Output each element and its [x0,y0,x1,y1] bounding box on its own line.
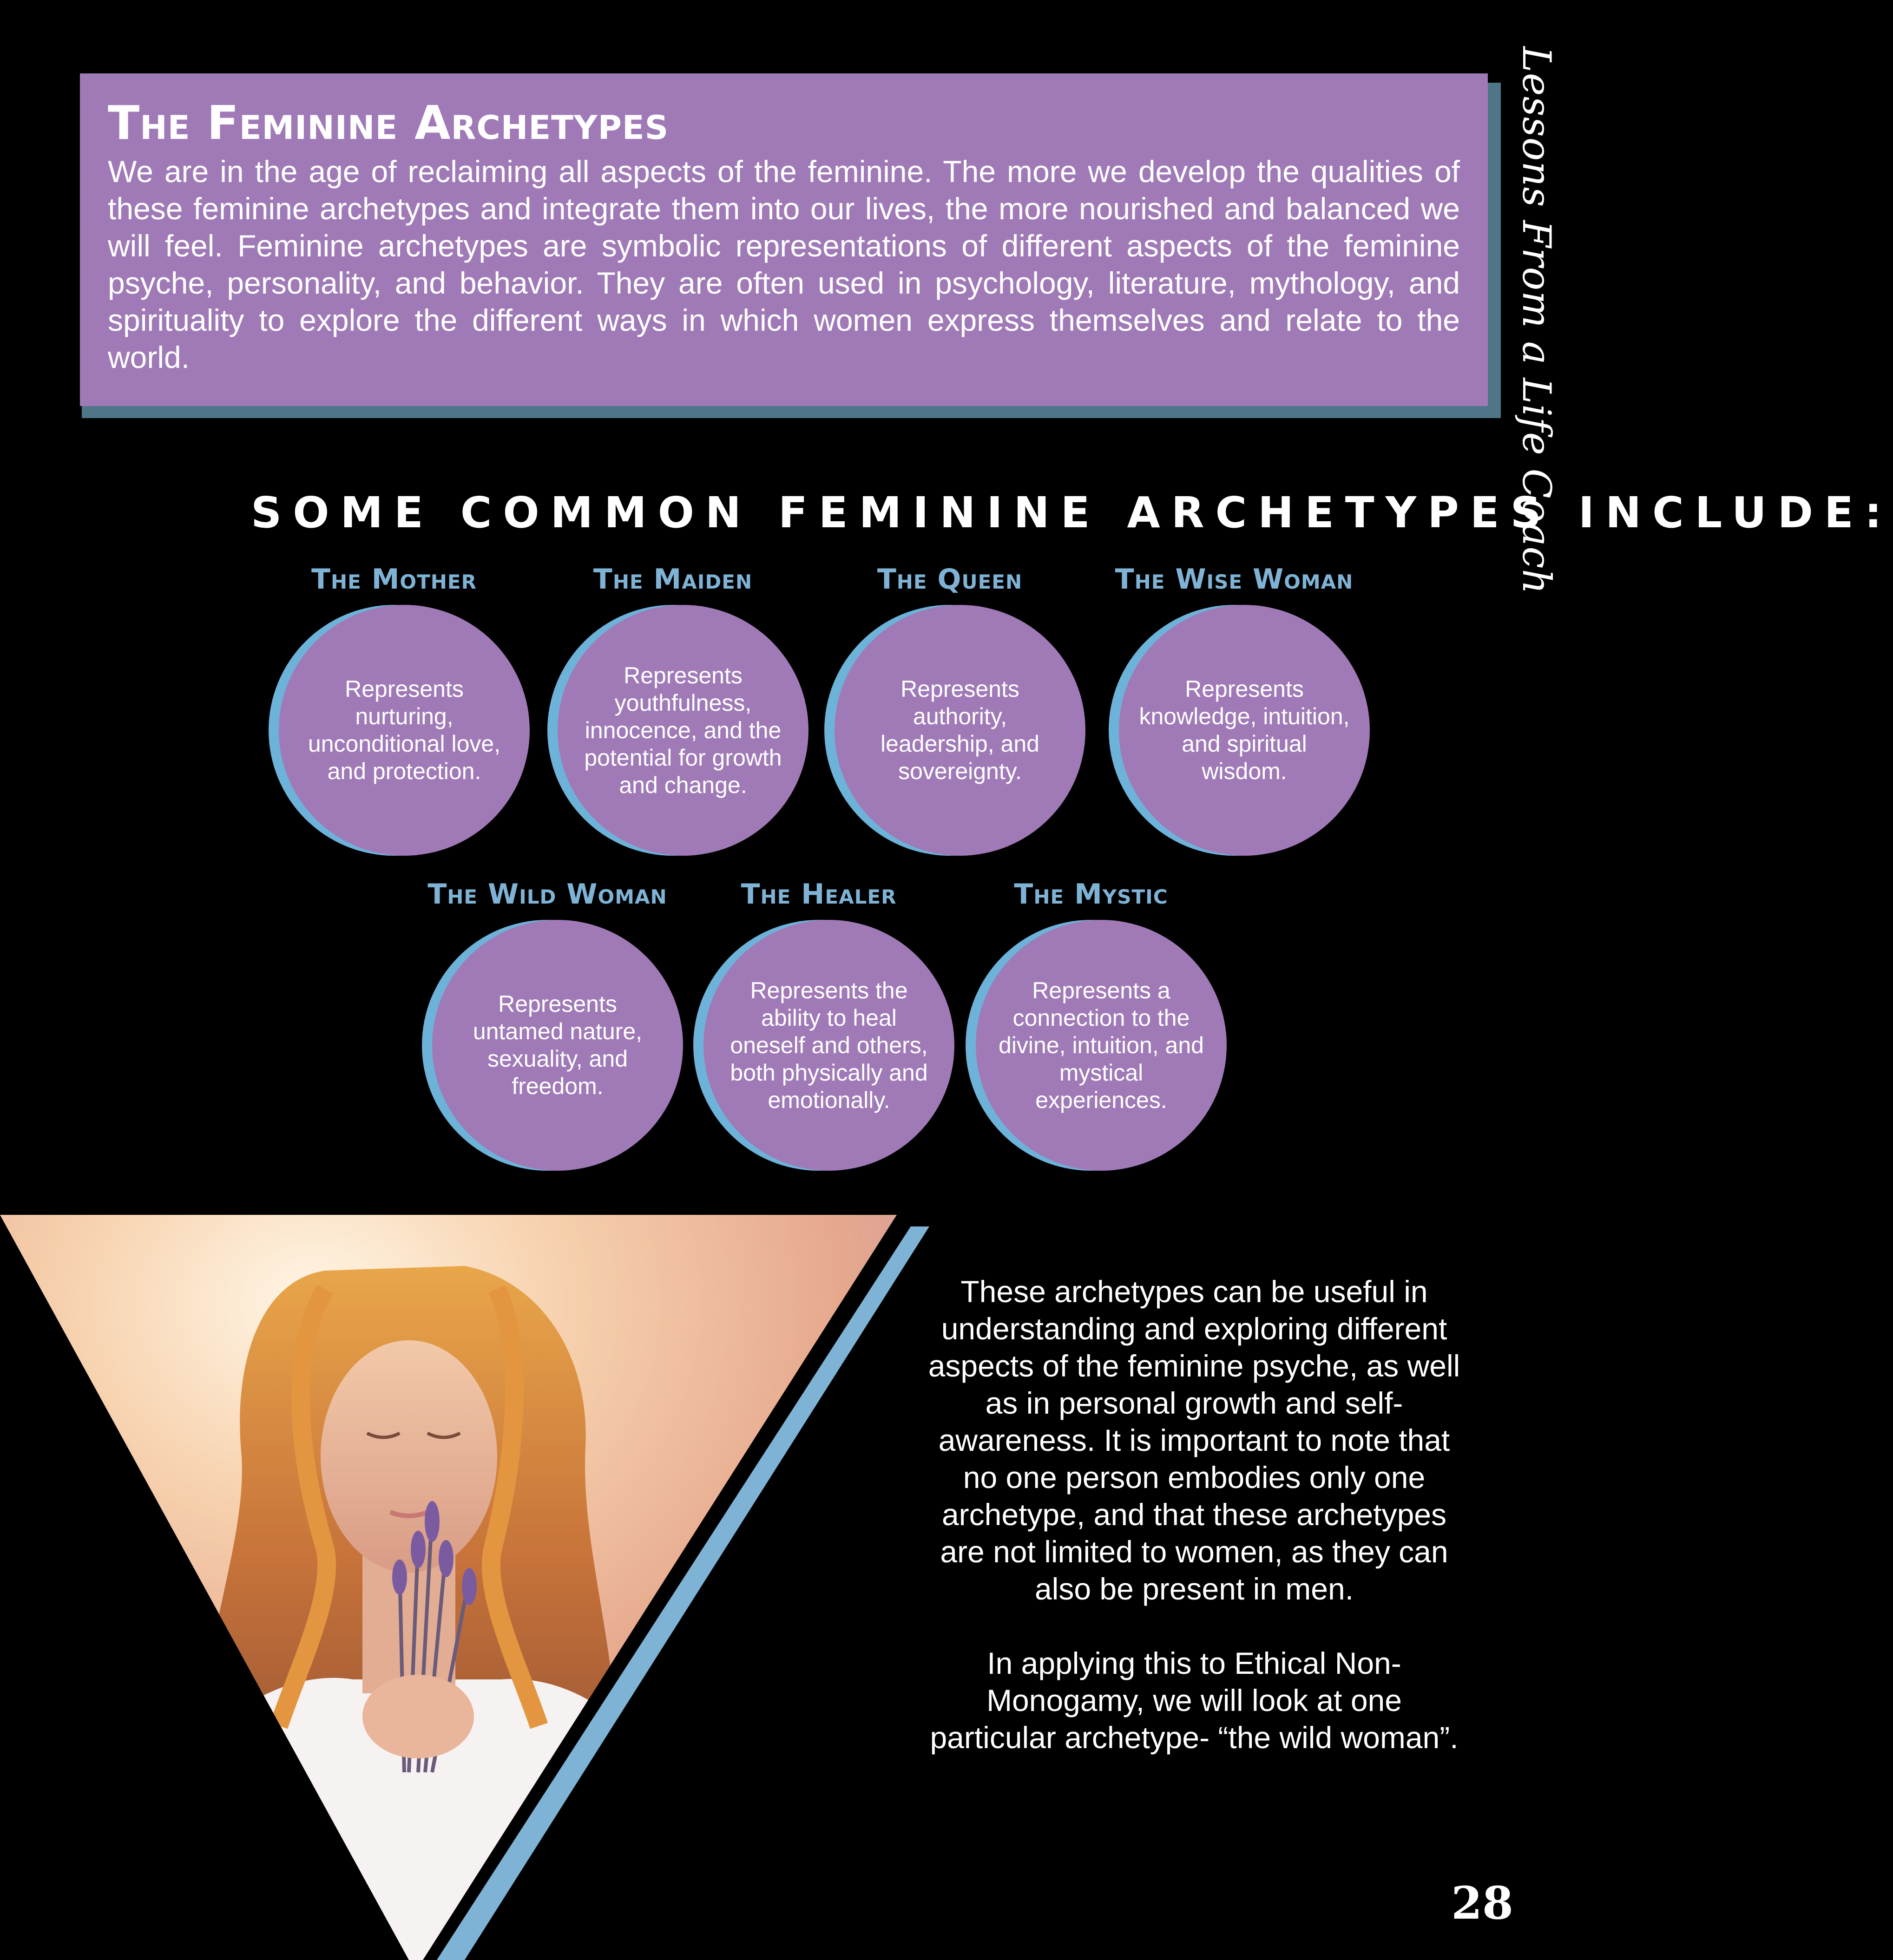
archetype-description: Represents the ability to heal oneself and others, both physically and emotionally. [730,977,928,1113]
archetype-title: The Mother [311,563,477,596]
archetype-description: Represents nurturing, unconditional love, and protection. [308,676,501,784]
archetype-title: The Mystic [1014,878,1168,911]
archetype-circle [422,920,682,1171]
archetype-description: Represents youthfulness, innocence, and the potential for growth and change. [584,662,782,798]
archetype-description: Represents untamed nature, sexuality, and freedom. [473,991,643,1099]
archetype-circle [1109,605,1369,856]
closing-paragraph-2: In applying this to Ethical Non-Monogamy, we will look at one particular archetype- “the wild woman”. [930,1646,1459,1755]
archetype-title: The Healer [741,878,897,911]
archetype-title: The Maiden [593,563,753,596]
section-heading: SOME COMMON FEMININE ARCHETYPES INCLUDE: [251,488,1893,538]
intro-box [80,73,1488,406]
archetype-circle [966,920,1226,1171]
archetype-circle [547,605,808,856]
archetype-description: Represents knowledge, intuition, and spiritual wisdom. [1139,676,1350,784]
archetype-title: The Wild Woman [427,878,667,911]
closing-paragraph-1: These archetypes can be useful in understanding and exploring different aspects of the feminine psyche, as well as in personal growth and self-awareness. It is important to note that no one person embodies only one archetype, and that these archetypes are not limited to women, as they can also be present in men. [928,1274,1460,1606]
archetype-title: The Wise Woman [1115,563,1354,596]
archetype-circle [824,605,1085,856]
archetype-title: The Queen [877,563,1023,596]
archetype-circle [693,920,953,1171]
woman-photo [0,1215,897,1960]
page-number: 28 [1451,1877,1513,1929]
archetype-description: Represents a connection to the divine, intuition, and mystical experiences. [999,977,1204,1113]
side-title: Lessons From a Life Coach [1514,46,1559,595]
archetype-circle [269,605,529,856]
intro-paragraph: We are in the age of reclaiming all aspects of the feminine. The more we develop the qualities of these feminine archetypes and integrate them into our lives, the more nourished and balanced we will feel. Feminine archetypes are symbolic representations of different aspects of the feminine psyche, personality, and behavior. They are often used in psychology, literature, mythology, and spirituality to explore the different ways in which women express themselves and relate to the world. [108,154,1460,374]
closing-text [925,1273,1464,1756]
archetype-description: Represents authority, leadership, and sovereignty. [881,676,1039,784]
page-title: The Feminine Archetypes [108,96,669,150]
